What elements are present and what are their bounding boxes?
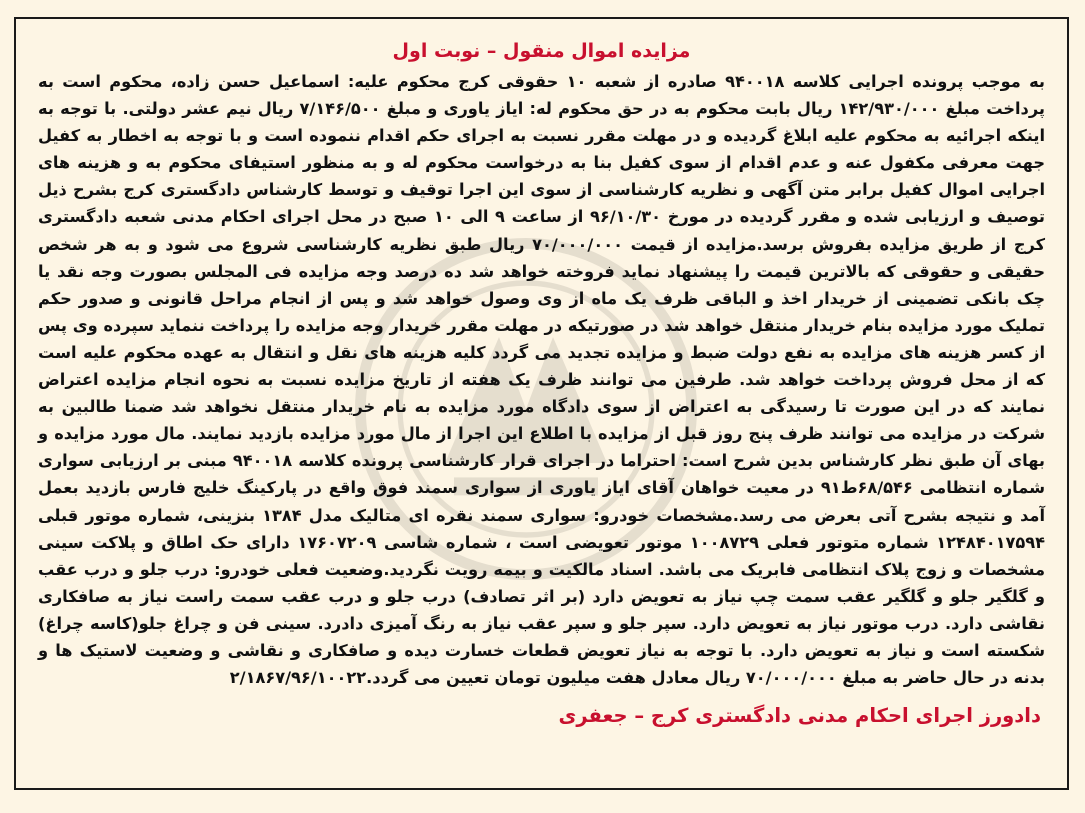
- notice-signature: دادورز اجرای احکام مدنی دادگستری کرج – جعفری: [558, 704, 1041, 728]
- notice-body: به موجب پرونده اجرایی کلاسه ۹۴۰۰۱۸ صادره از شعبه ۱۰ حقوقی کرج محکوم علیه: اسماعیل حسن زاده، محکوم است به پرداخت مبلغ ۱۴۲/۹۳۰/۰۰۰ ریال بابت محکوم به در حق محکوم له: ایاز یاوری و مبلغ ۷/۱۴۶/۵۰۰ ریال نیم عشر دولتی. با توجه به اینکه اجرائیه به محکوم علیه ابلاغ گردیده و در مهلت مقرر نسبت به اجرای حکم اقدام ننموده است و با توجه به اخطار به کفیل جهت معرفی مکفول عنه و عدم اقدام از سوی کفیل بنا به درخواست محکوم له و به منظور استیفای محکوم به و هزینه های اجرایی اموال کفیل برابر متن آگهی و نظریه کارشناسی از سوی این اجرا توقیف و توسط کارشناس دادگستری کرج بشرح ذیل توصیف و ارزیابی شده و مقرر گردیده در مورخ ۹۶/۱۰/۳۰ از ساعت ۹ الی ۱۰ صبح در محل اجرای احکام مدنی شعبه دادگستری کرج از طریق مزایده بفروش برسد.مزایده از قیمت ۷۰/۰۰۰/۰۰۰ ریال طبق نظریه کارشناسی شروع می شود و به هر شخص حقیقی و حقوقی که بالاترین قیمت را پیشنهاد نماید فروخته خواهد شد ده درصد وجه مزایده فی المجلس بصورت وجه نقد یا چک بانکی تضمینی از خریدار اخذ و الباقی ظرف یک ماه از وی وصول خواهد شد و پس از انجام مراحل قانونی و صدور حکم تملیک مورد مزایده بنام خریدار منتقل خواهد شد در صورتیکه در مهلت مقرر خریدار وجه مزایده را پرداخت ننماید سپرده وی پس از کسر هزینه های مزایده به نفع دولت ضبط و مزایده تجدید می گردد کلیه هزینه های نقل و انتقال به عهده محکوم علیه است که از محل فروش پرداخت خواهد شد. طرفین می توانند ظرف یک هفته از تاریخ مزایده نسبت به نحوه انجام مزایده اعتراض نمایند که در این صورت تا رسیدگی به اعتراض از سوی دادگاه مورد مزایده به نام خریدار منتقل نخواهد شد ضمنا طالبین به شرکت در مزایده می توانند ظرف پنج روز قبل از مزایده با اطلاع این اجرا از مال مورد مزایده بازدید نمایند. مال مورد مزایده و بهای آن طبق نظر کارشناس بدین شرح است: احتراما در اجرای قرار کارشناسی پرونده کلاسه ۹۴۰۰۱۸ مبنی بر ارزیابی سواری شماره انتظامی ۶۸/۵۴۶ط۹۱ در معیت خواهان آقای ایاز یاوری از سواری سمند فوق واقع در پارکینگ خلیج فارس بازدید بعمل آمد و نتیجه بشرح آتی بعرض می رسد.مشخصات خودرو: سواری سمند نقره ای متالیک مدل ۱۳۸۴ بنزینی، شماره موتور قبلی ۱۲۴۸۴۰۱۷۵۹۴ شماره متوتور فعلی ۱۰۰۸۷۲۹ موتور تعویضی است ، شماره شاسی ۱۷۶۰۷۲۰۹ دارای حک اطاق و پلاکت سینی مشخصات و زوج پلاک انتظامی فابریک می باشد. اسناد مالکیت و بیمه رویت نگردید.وضعیت فعلی خودرو: درب جلو و درب عقب و گلگیر جلو و گلگیر عقب سمت چپ نیاز به تعویض دارد (بر اثر تصادف) درب جلو و درب عقب سمت راست نیاز به صافکاری نقاشی دارد. درب موتور نیاز به تعویض دارد. سپر جلو و سپر عقب نیاز به رنگ آمیزی دادرد. سینی فن و چراغ جلو(کاسه چراغ) شکسته است و نیاز به تعویض دارد. با توجه به نیاز تعویض قطعات خسارت دیده و صافکاری و نقاشی و وضعیت لاستیک ها و بدنه در حال حاضر به مبلغ ۷۰/۰۰۰/۰۰۰ ریال معادل هفت میلیون تومان تعیین می گردد.۲/۱۸۶۷/۹۶/۱۰۰۲۲: [38, 72, 1046, 688]
- auction-notice: [14, 17, 1069, 790]
- notice-title: مزایده اموال منقول – نوبت اول: [392, 40, 691, 62]
